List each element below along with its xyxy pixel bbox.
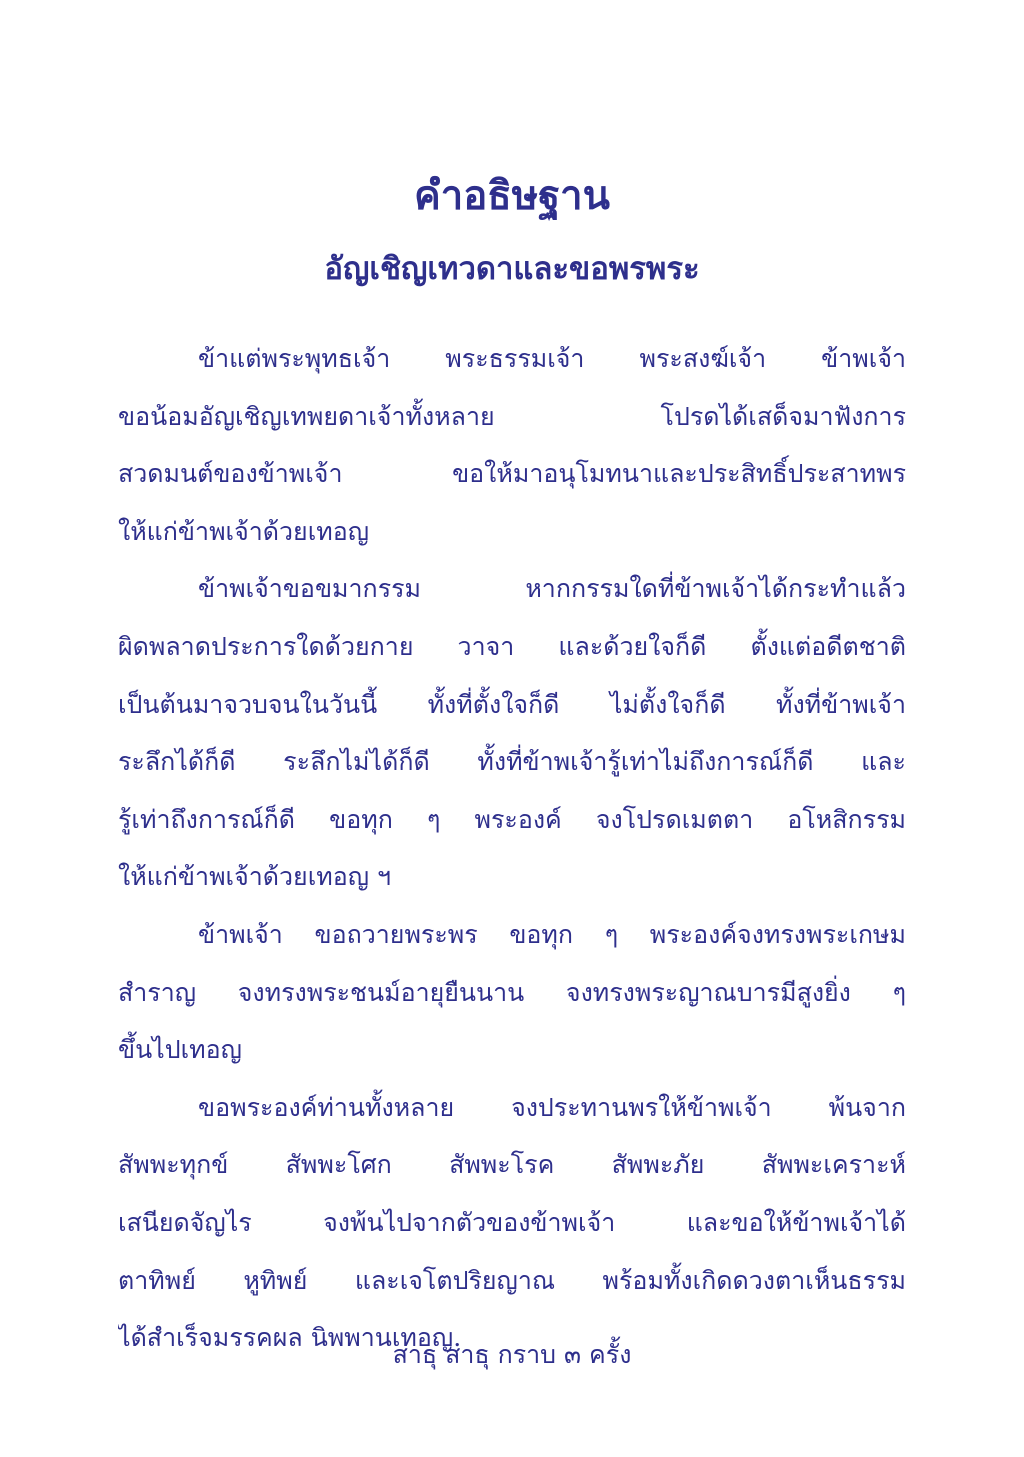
body-line-4: ให้แก่ข้าพเจ้าด้วยเทอญ (118, 516, 370, 546)
body-line-8: ระลึกได้ก็ดี ระลึกไม่ได้ก็ดี ทั้งที่ข้าพเจ้ารู้เท่าไม่ถึงการณ์ก็ดี และ (118, 747, 906, 777)
body-line-1: ข้าแต่พระพุทธเจ้า พระธรรมเจ้า พระสงฆ์เจ้า ข้าพเจ้า (198, 344, 906, 373)
body-line-14: ขอพระองค์ท่านทั้งหลาย จงประทานพรให้ข้าพเจ้า พ้นจาก (198, 1092, 906, 1122)
document-title: คำอธิษฐาน (414, 172, 610, 219)
body-line-15: สัพพะทุกข์ สัพพะโศก สัพพะโรค สัพพะภัย สัพพะเคราะห์ (118, 1150, 906, 1180)
body-line-7: เป็นต้นมาจวบจนในวันนี้ ทั้งที่ตั้งใจก็ดี ไม่ตั้งใจก็ดี ทั้งที่ข้าพเจ้า (118, 689, 906, 719)
body-line-3: สวดมนต์ของข้าพเจ้า ขอให้มาอนุโมทนาและประสิทธิ์ประสาทพร (118, 459, 906, 489)
body-line-6: ผิดพลาดประการใดด้วยกาย วาจา และด้วยใจก็ดี ตั้งแต่อดีตชาติ (118, 631, 906, 661)
body-line-9: รู้เท่าถึงการณ์ก็ดี ขอทุก ๆ พระองค์ จงโปรดเมตตา อโหสิกรรม (118, 804, 906, 834)
body-line-17: ตาทิพย์ หูทิพย์ และเจโตปริยญาณ พร้อมทั้งเกิดดวงตาเห็นธรรม (118, 1265, 906, 1295)
body-line-12: สำราญ จงทรงพระชนม์อายุยืนนาน จงทรงพระญาณบารมีสูงยิ่ง ๆ (118, 977, 906, 1007)
body-line-2: ขอน้อมอัญเชิญเทพยดาเจ้าทั้งหลาย โปรดได้เสด็จมาฟังการ (118, 401, 906, 431)
body-line-11: ข้าพเจ้า ขอถวายพระพร ขอทุก ๆ พระองค์จงทรงพระเกษม (198, 919, 906, 949)
document-subtitle: อัญเชิญเทวดาและขอพรพระ (324, 251, 700, 287)
body-line-18: ได้สำเร็จมรรคผล นิพพานเทอญ. (118, 1323, 462, 1353)
body-line-10: ให้แก่ข้าพเจ้าด้วยเทอญ ฯ (118, 862, 392, 892)
body-line-16: เสนียดจัญไร จงพ้นไปจากตัวของข้าพเจ้า และขอให้ข้าพเจ้าได้ (118, 1207, 906, 1237)
body-line-5: ข้าพเจ้าขอขมากรรม หากกรรมใดที่ข้าพเจ้าได้กระทำแล้ว (198, 574, 906, 604)
closing-line: สาธุ สาธุ กราบ ๓ ครั้ง (392, 1340, 632, 1369)
prayer-body (118, 330, 906, 1367)
body-line-13: ขึ้นไปเทอญ (118, 1035, 242, 1065)
